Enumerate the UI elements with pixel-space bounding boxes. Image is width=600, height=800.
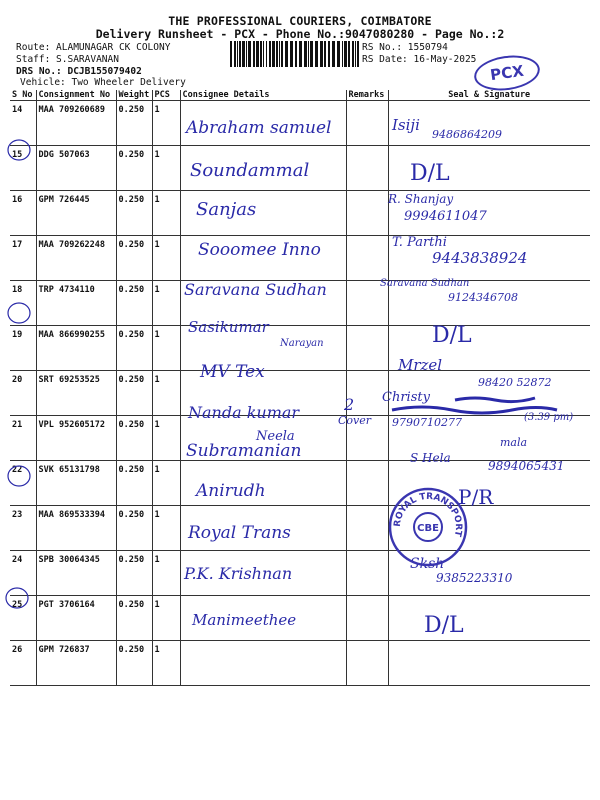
row-pieces: 1 <box>152 326 180 371</box>
row-consignee-cell <box>180 281 346 326</box>
table-row <box>10 191 590 236</box>
barcode-bar <box>324 41 326 67</box>
handwritten-delivery-mark: D/L <box>410 161 450 186</box>
row-signature-cell <box>388 641 590 686</box>
row-consignee-cell <box>180 641 346 686</box>
barcode-bar <box>239 41 241 67</box>
row-consignee-cell <box>180 371 346 416</box>
handwritten-consignee: Royal Trans <box>188 523 291 543</box>
row-signature-cell <box>388 596 590 641</box>
row-consignment-number: GPM 726837 <box>36 641 116 686</box>
table-row <box>10 146 590 191</box>
barcode-bar <box>332 41 335 67</box>
row-serial-number: 20 <box>10 371 36 416</box>
row-remarks-cell <box>346 191 388 236</box>
handwritten-consignee: Sooomee Inno <box>198 240 321 260</box>
barcode-bar <box>260 41 262 67</box>
barcode-bar <box>315 41 318 67</box>
col-header-seal-signature: Seal & Signature <box>388 90 590 101</box>
barcode-bar <box>253 41 255 67</box>
runsheet-subtitle: Delivery Runsheet - PCX - Phone No.:9047080280 - Page No.:2 <box>95 27 505 41</box>
handwritten-signature: Christy <box>382 390 430 405</box>
row-remarks-cell <box>346 371 388 416</box>
table-row <box>10 461 590 506</box>
row-remarks-cell <box>346 551 388 596</box>
row-weight: 0.250 <box>116 596 152 641</box>
row-consignment-number: MAA 869533394 <box>36 506 116 551</box>
row-remarks-cell <box>346 641 388 686</box>
barcode-bar <box>246 41 247 67</box>
row-consignee-cell <box>180 236 346 281</box>
row-serial-number: 21 <box>10 416 36 461</box>
handwritten-signature: mala <box>500 436 528 449</box>
row-pieces: 1 <box>152 596 180 641</box>
row-consignee-cell <box>180 191 346 236</box>
row-serial-number: 22 <box>10 461 36 506</box>
row-weight: 0.250 <box>116 236 152 281</box>
row-signature-cell <box>388 416 590 461</box>
company-title: THE PROFESSIONAL COURIERS, COIMBATORE <box>168 14 432 28</box>
row-consignment-number: PGT 3706164 <box>36 596 116 641</box>
barcode-bar <box>320 41 323 67</box>
row-serial-number: 16 <box>10 191 36 236</box>
handwritten-consignee: MV Tex <box>200 362 265 382</box>
staff-info: Staff: S.SARAVANAN <box>16 54 119 65</box>
row-consignee-cell <box>180 416 346 461</box>
row-weight: 0.250 <box>116 551 152 596</box>
table-row <box>10 281 590 326</box>
handwritten-phone: 9994611047 <box>404 209 487 224</box>
row-consignment-number: SPB 30064345 <box>36 551 116 596</box>
table-row <box>10 371 590 416</box>
row-signature-cell <box>388 506 590 551</box>
col-header-remarks: Remarks <box>346 90 388 101</box>
row-consignment-number: SVK 65131798 <box>36 461 116 506</box>
table-header-row <box>10 90 590 101</box>
handwritten-consignee: P.K. Krishnan <box>184 564 293 583</box>
table-row <box>10 641 590 686</box>
row-weight: 0.250 <box>116 641 152 686</box>
row-pieces: 1 <box>152 506 180 551</box>
row-weight: 0.250 <box>116 326 152 371</box>
row-serial-number: 24 <box>10 551 36 596</box>
table-row <box>10 596 590 641</box>
barcode-bar <box>357 41 359 67</box>
handwritten-signature: Saravana Sudhan <box>380 278 470 289</box>
row-remarks-cell <box>346 416 388 461</box>
barcode-bar <box>242 41 245 67</box>
row-serial-number: 14 <box>10 101 36 146</box>
handwritten-consignee: Saravana Sudhan <box>184 280 327 299</box>
row-consignee-cell <box>180 101 346 146</box>
barcode-bar <box>328 41 330 67</box>
barcode-bar <box>344 41 347 67</box>
barcode-bar <box>290 41 293 67</box>
handwritten-consignee: Sanjas <box>196 199 257 220</box>
table-row <box>10 101 590 146</box>
row-serial-number: 18 <box>10 281 36 326</box>
barcode-icon <box>230 41 360 67</box>
handwritten-remark: 2 <box>344 395 355 414</box>
row-pieces: 1 <box>152 641 180 686</box>
row-pieces: 1 <box>152 461 180 506</box>
barcode-bar <box>230 41 232 67</box>
row-remarks-cell <box>346 146 388 191</box>
barcode-bar <box>256 41 259 67</box>
barcode-bar <box>304 41 307 67</box>
handwritten-consignee: Sasikumar <box>188 318 269 336</box>
row-serial-number: 26 <box>10 641 36 686</box>
runsheet-table <box>10 90 590 686</box>
rs-date: RS Date: 16-May-2025 <box>362 54 477 65</box>
barcode-bar <box>342 41 343 67</box>
handwritten-consignee: Soundammal <box>190 160 310 181</box>
row-pieces: 1 <box>152 416 180 461</box>
row-pieces: 1 <box>152 371 180 416</box>
row-signature-cell <box>388 326 590 371</box>
row-weight: 0.250 <box>116 461 152 506</box>
barcode-bar <box>295 41 297 67</box>
handwritten-consignee: Neela <box>256 429 295 444</box>
barcode-bar <box>281 41 283 67</box>
handwritten-phone: 9486864209 <box>432 128 502 141</box>
handwritten-phone: 9894065431 <box>488 459 565 473</box>
handwritten-delivery-mark: D/L <box>432 323 472 348</box>
row-serial-number: 25 <box>10 596 36 641</box>
row-serial-number: 17 <box>10 236 36 281</box>
row-weight: 0.250 <box>116 191 152 236</box>
row-consignee-cell <box>180 326 346 371</box>
row-consignment-number: GPM 726445 <box>36 191 116 236</box>
handwritten-phone: 9385223310 <box>436 571 513 585</box>
row-pieces: 1 <box>152 146 180 191</box>
table-row <box>10 416 590 461</box>
handwritten-consignee: Manimeethee <box>192 611 297 629</box>
col-header-consignee: Consignee Details <box>180 90 346 101</box>
row-weight: 0.250 <box>116 101 152 146</box>
handwritten-phone: 9443838924 <box>432 249 528 267</box>
row-weight: 0.250 <box>116 416 152 461</box>
col-header-pcs: PCS <box>152 90 180 101</box>
barcode-bar <box>276 41 278 67</box>
barcode-bar <box>310 41 313 67</box>
handwritten-phone: 9124346708 <box>448 291 518 304</box>
barcode-bar <box>279 41 280 67</box>
handwritten-time: (3.39 pm) <box>524 412 574 423</box>
row-consignment-number: VPL 952605172 <box>36 416 116 461</box>
row-consignee-cell <box>180 506 346 551</box>
handwritten-phone: 98420 52872 <box>478 376 552 389</box>
row-consignment-number: MAA 866990255 <box>36 326 116 371</box>
row-pieces: 1 <box>152 236 180 281</box>
row-remarks-cell <box>346 596 388 641</box>
row-remarks-cell <box>346 461 388 506</box>
row-consignee-cell <box>180 461 346 506</box>
row-pieces: 1 <box>152 191 180 236</box>
handwritten-remark: Cover <box>338 414 372 427</box>
handwritten-consignee: Narayan <box>280 338 324 349</box>
row-serial-number: 23 <box>10 506 36 551</box>
barcode-bar <box>234 41 236 67</box>
handwritten-delivery-mark: D/L <box>424 613 464 638</box>
row-signature-cell <box>388 371 590 416</box>
table-row <box>10 326 590 371</box>
row-signature-cell <box>388 146 590 191</box>
rs-number: RS No.: 1550794 <box>362 42 448 53</box>
row-remarks-cell <box>346 326 388 371</box>
barcode-bar <box>308 41 309 67</box>
signature-scribble: Isiji <box>392 116 420 134</box>
row-consignment-number: MAA 709260689 <box>36 101 116 146</box>
barcode-bar <box>299 41 302 67</box>
barcode-bar <box>352 41 354 67</box>
table-row <box>10 236 590 281</box>
table-row <box>10 506 590 551</box>
barcode-bar <box>285 41 288 67</box>
row-signature-cell <box>388 461 590 506</box>
vehicle-info: Vehicle: Two Wheeler Delivery <box>20 77 186 88</box>
row-signature-cell <box>388 191 590 236</box>
handwritten-pickup-mark: P/R <box>458 485 494 509</box>
row-consignee-cell <box>180 551 346 596</box>
col-header-sno: S No <box>10 90 36 101</box>
signature-scribble: Mrzel <box>398 356 443 374</box>
handwritten-signature: T. Parthi <box>392 235 447 250</box>
barcode-bar <box>337 41 340 67</box>
row-signature-cell <box>388 236 590 281</box>
row-consignment-number: MAA 709262248 <box>36 236 116 281</box>
row-remarks-cell <box>346 101 388 146</box>
row-serial-number: 15 <box>10 146 36 191</box>
row-remarks-cell <box>346 281 388 326</box>
row-pieces: 1 <box>152 101 180 146</box>
handwritten-consignee: Subramanian <box>186 441 302 461</box>
barcode-bar <box>272 41 275 67</box>
row-consignment-number: SRT 69253525 <box>36 371 116 416</box>
table-row <box>10 551 590 596</box>
row-consignment-number: DDG 507063 <box>36 146 116 191</box>
barcode-bar <box>348 41 350 67</box>
handwritten-consignee: Nanda kumar <box>188 403 300 422</box>
row-consignment-number: TRP 4734110 <box>36 281 116 326</box>
row-signature-cell <box>388 101 590 146</box>
handwritten-consignee: Anirudh <box>196 481 266 501</box>
handwritten-phone: 9790710277 <box>392 416 462 429</box>
col-header-consignment: Consignment No <box>36 90 116 101</box>
barcode-bar <box>266 41 267 67</box>
row-pieces: 1 <box>152 551 180 596</box>
stamp-ring-text: ROYAL TRANSPORT <box>392 491 464 538</box>
row-pieces: 1 <box>152 281 180 326</box>
row-weight: 0.250 <box>116 506 152 551</box>
col-header-weight: Weight <box>116 90 152 101</box>
row-remarks-cell <box>346 506 388 551</box>
row-remarks-cell <box>346 236 388 281</box>
barcode-bar <box>263 41 264 67</box>
barcode-bar <box>248 41 251 67</box>
row-serial-number: 19 <box>10 326 36 371</box>
row-signature-cell <box>388 281 590 326</box>
stamp-center-text: CBE <box>417 523 439 534</box>
row-consignee-cell <box>180 596 346 641</box>
row-consignee-cell <box>180 146 346 191</box>
handwritten-signature: S Hela <box>410 451 451 465</box>
row-weight: 0.250 <box>116 281 152 326</box>
barcode-bar <box>269 41 271 67</box>
handwritten-consignee: Abraham samuel <box>186 118 332 138</box>
signature-scribble: Sksh <box>410 556 445 572</box>
barcode-bar <box>355 41 356 67</box>
row-weight: 0.250 <box>116 371 152 416</box>
route-info: Route: ALAMUNAGAR CK COLONY <box>16 42 171 53</box>
row-signature-cell <box>388 551 590 596</box>
pcx-stamp: PCX <box>472 52 542 95</box>
row-weight: 0.250 <box>116 146 152 191</box>
handwritten-signature: R. Shanjay <box>388 192 454 206</box>
barcode-bar <box>237 41 238 67</box>
drs-info: DRS No.: DCJB155079402 <box>16 66 142 77</box>
